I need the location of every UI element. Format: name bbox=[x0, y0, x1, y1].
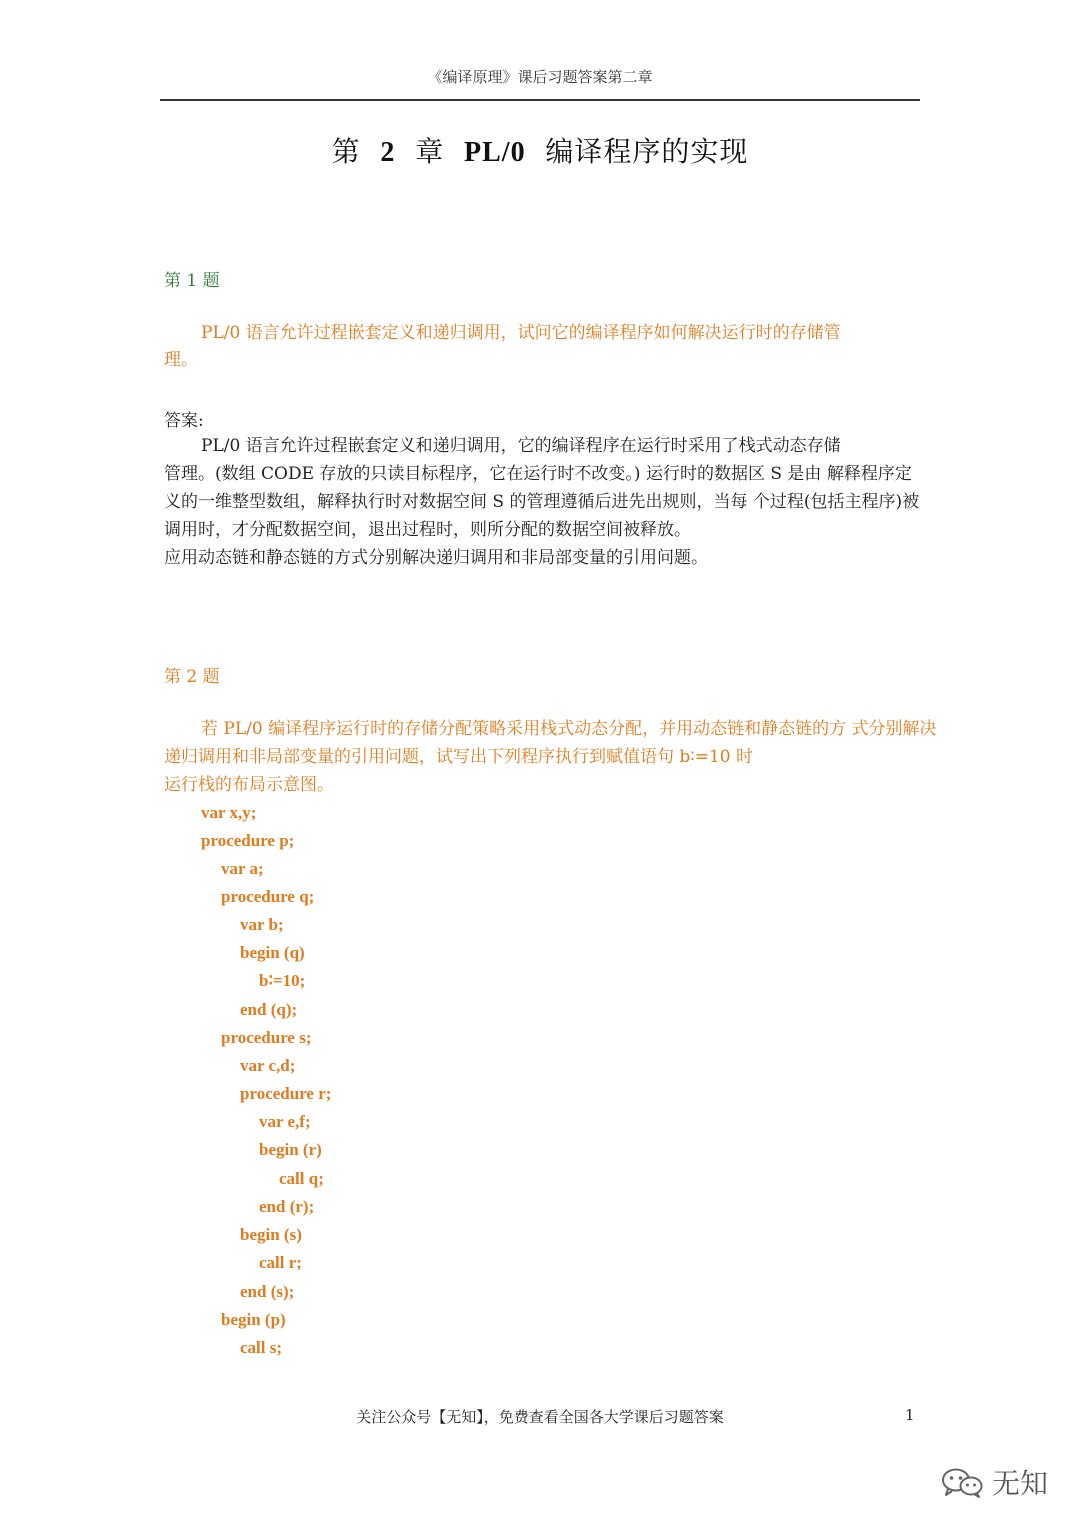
code-line: var e,f; bbox=[259, 1112, 311, 1131]
code-line: b∶=10; bbox=[259, 971, 306, 990]
code-line: var a; bbox=[221, 859, 264, 878]
answer-line: 应用动态链和静态链的方式分别解决递归调用和非局部变量的引用问题。 bbox=[164, 548, 708, 568]
chapter-name: PL/0 bbox=[464, 137, 526, 168]
question-1-text-line-1: PL/0 语言允许过程嵌套定义和递归调用，试问它的编译程序如何解决运行时的存储管 bbox=[201, 323, 841, 343]
code-line: procedure r; bbox=[240, 1084, 332, 1103]
page-number: 1 bbox=[905, 1406, 915, 1424]
chapter-title-suffix: 编译程序的实现 bbox=[545, 135, 749, 168]
code-line: call q; bbox=[279, 1169, 324, 1188]
code-line: call s; bbox=[240, 1338, 283, 1357]
code-line: var c,d; bbox=[240, 1056, 296, 1075]
code-line: end (s); bbox=[240, 1282, 295, 1301]
chapter-word: 章 bbox=[415, 135, 445, 168]
code-line: var x,y; bbox=[201, 803, 257, 822]
chapter-prefix: 第 bbox=[331, 135, 361, 168]
code-line: procedure p; bbox=[201, 831, 295, 850]
question-2-text-line: 运行栈的布局示意图。 bbox=[164, 775, 334, 795]
code-line: call r; bbox=[259, 1253, 302, 1272]
footer-text: 关注公众号【无知】，免费查看全国各大学课后习题答案 bbox=[356, 1408, 724, 1426]
code-line: begin (p) bbox=[221, 1310, 286, 1329]
watermark bbox=[940, 1462, 1048, 1502]
answer-line: PL/0 语言允许过程嵌套定义和递归调用，它的编译程序在运行时采用了栈式动态存储 bbox=[201, 436, 841, 456]
code-line: begin (q) bbox=[240, 943, 305, 962]
code-line: end (r); bbox=[259, 1197, 315, 1216]
answer-label: 答案: bbox=[164, 411, 204, 431]
answer-line: 调用时，才分配数据空间，退出过程时，则所分配的数据空间被释放。 bbox=[164, 520, 691, 540]
code-line: var b; bbox=[240, 915, 284, 934]
question-2-heading: 第 2 题 bbox=[164, 667, 220, 687]
question-2-text-line: 若 PL/0 编译程序运行时的存储分配策略采用栈式动态分配，并用动态链和静态链的方 式分别解决 bbox=[201, 719, 937, 739]
watermark-text: 无知 bbox=[992, 1467, 1049, 1500]
wechat-icon bbox=[940, 1466, 984, 1498]
chapter-title bbox=[0, 130, 1080, 170]
code-line: procedure q; bbox=[221, 887, 315, 906]
code-line: procedure s; bbox=[221, 1028, 312, 1047]
question-1-text-line-2: 理。 bbox=[164, 350, 198, 370]
header-divider bbox=[160, 99, 920, 101]
question-1-heading: 第 1 题 bbox=[164, 271, 220, 291]
chapter-number: 2 bbox=[380, 137, 396, 168]
header-title: 《编译原理》课后习题答案第二章 bbox=[427, 68, 653, 86]
answer-line: 义的一维整型数组，解释执行时对数据空间 S 的管理遵循后进先出规则，当每 个过程(包括主程序)被 bbox=[164, 492, 920, 512]
answer-line: 管理。(数组 CODE 存放的只读目标程序，它在运行时不改变。) 运行时的数据区 S 是由 解释程序定 bbox=[164, 464, 912, 484]
code-line: begin (s) bbox=[240, 1225, 302, 1244]
code-line: begin (r) bbox=[259, 1140, 322, 1159]
code-line: end (q); bbox=[240, 1000, 298, 1019]
question-2-text-line: 递归调用和非局部变量的引用问题，试写出下列程序执行到赋值语句 b∶=10 时 bbox=[164, 747, 753, 767]
